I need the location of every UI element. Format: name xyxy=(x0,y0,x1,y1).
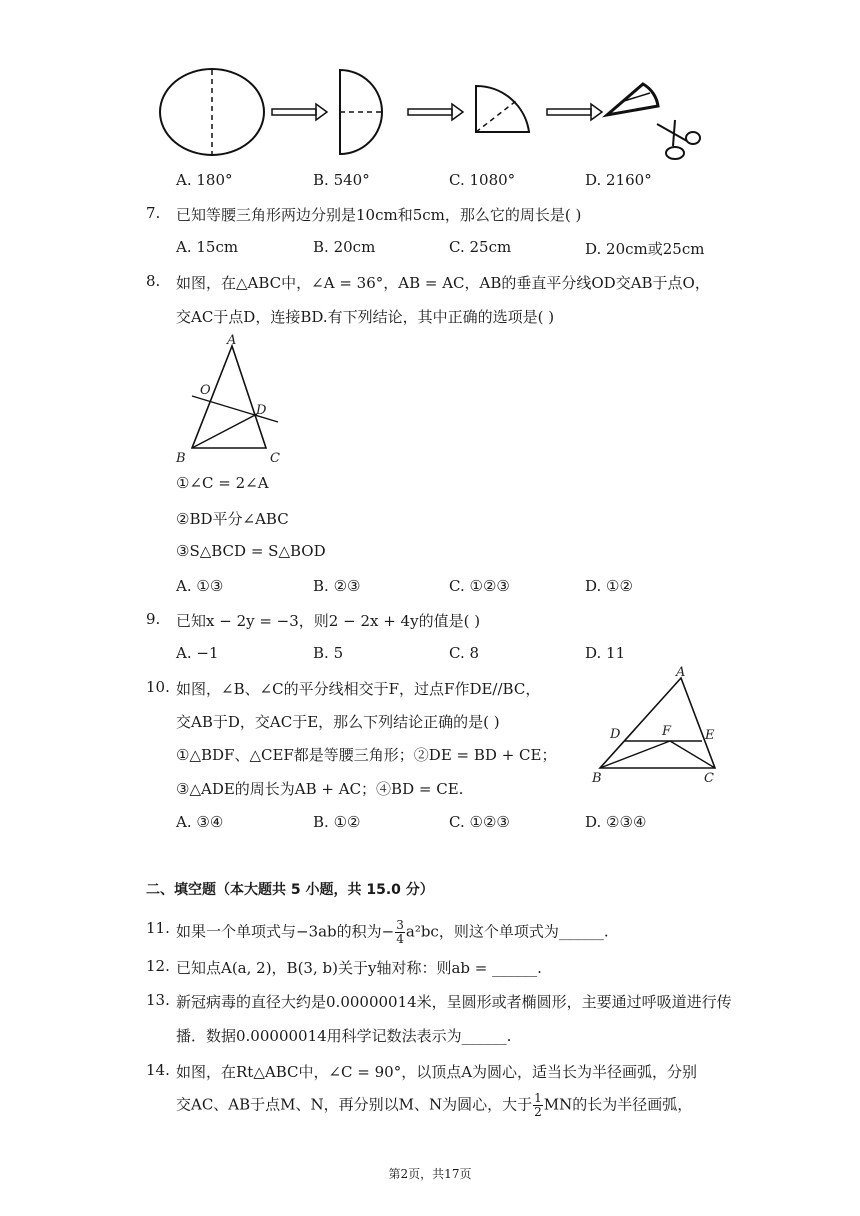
option-c[interactable]: C. ①②③ xyxy=(449,577,510,595)
option-b[interactable]: B. 540° xyxy=(313,171,370,189)
question-text: 已知点A(a, 2)，B(3, b)关于y轴对称：则ab = ______. xyxy=(176,959,542,977)
option-b[interactable]: B. ②③ xyxy=(313,577,361,595)
option-c[interactable]: C. 8 xyxy=(449,644,480,662)
label-b: B xyxy=(592,771,602,786)
question-number: 8. xyxy=(146,272,161,290)
question-text-line-2: 交AB于D，交AC于E，那么下列结论正确的是( ) xyxy=(176,713,500,731)
arrow-right-icon xyxy=(547,104,602,120)
question-number: 11. xyxy=(146,919,170,937)
statement-2: ②BD平分∠ABC xyxy=(176,510,289,528)
option-c[interactable]: C. 1080° xyxy=(449,171,516,189)
question-text: 如果一个单项式与−3ab的积为− $\frac{3}{4}$ a²bc，则这个单项式为______. xyxy=(176,918,609,946)
question-number: 7. xyxy=(146,204,161,222)
arrow-right-icon xyxy=(408,104,463,120)
label-a: A xyxy=(676,665,686,680)
option-a[interactable]: A. ①③ xyxy=(176,577,224,595)
triangle-bisector-figure xyxy=(588,664,728,788)
option-a[interactable]: A. ③④ xyxy=(176,813,224,831)
question-text-line-1: 如图，在Rt△ABC中，∠C = 90°，以顶点A为圆心，适当长为半径画弧，分别 xyxy=(176,1063,698,1081)
scissors-icon xyxy=(657,120,700,159)
option-a[interactable]: A. 15cm xyxy=(176,238,239,256)
label-e: E xyxy=(705,728,715,743)
question-number: 10. xyxy=(146,678,170,696)
option-a[interactable]: A. −1 xyxy=(176,644,219,662)
question-number: 13. xyxy=(146,991,170,1009)
question-text-line-2: 播．数据0.00000014用科学记数法表示为______. xyxy=(176,1027,512,1045)
label-b: B xyxy=(176,451,186,466)
label-o: O xyxy=(200,383,211,398)
section-title: 二、填空题（本大题共 5 小题，共 15.0 分） xyxy=(146,882,434,898)
label-c: C xyxy=(704,771,714,786)
triangle-abc-figure xyxy=(170,330,300,470)
fraction-denominator: 4 xyxy=(396,932,404,946)
question-number: 9. xyxy=(146,610,161,628)
page-number: 第2页，共17页 xyxy=(388,1167,472,1181)
question-number: 12. xyxy=(146,957,170,975)
question-text: 已知x − 2y = −3，则2 − 2x + 4y的值是( ) xyxy=(176,612,481,630)
option-c[interactable]: C. 25cm xyxy=(449,238,512,256)
option-d[interactable]: D. 11 xyxy=(585,644,626,662)
fraction-denominator: 2 xyxy=(534,1105,542,1119)
option-b[interactable]: B. ①② xyxy=(313,813,361,831)
label-f: F xyxy=(662,724,672,739)
fraction-numerator: 3 xyxy=(396,918,404,932)
sector-shape xyxy=(607,84,658,115)
question-text-line-3: ①△BDF、△CEF都是等腰三角形；②DE = BD + CE； xyxy=(176,746,557,764)
option-d[interactable]: D. 2160° xyxy=(585,171,652,189)
label-c: C xyxy=(270,451,280,466)
statement-1: ①∠C = 2∠A xyxy=(176,474,269,492)
fraction-numerator: 1 xyxy=(534,1091,542,1105)
question-text-line-1: 如图，∠B、∠C的平分线相交于F，过点F作DE//BC， xyxy=(176,680,541,698)
option-b[interactable]: B. 20cm xyxy=(313,238,376,256)
arrow-right-icon xyxy=(272,104,327,120)
option-b[interactable]: B. 5 xyxy=(313,644,344,662)
question-text: 已知等腰三角形两边分别是10cm和5cm，那么它的周长是( ) xyxy=(176,206,582,224)
question-text-line-1: 如图，在△ABC中，∠A = 36°，AB = AC，AB的垂直平分线OD交AB于点O， xyxy=(176,274,710,292)
paper-folding-figure xyxy=(155,66,715,166)
question-number: 14. xyxy=(146,1061,170,1079)
statement-3: ③S△BCD = S△BOD xyxy=(176,542,326,560)
label-d: D xyxy=(256,403,267,418)
label-d: D xyxy=(610,727,621,742)
question-text-line-1: 新冠病毒的直径大约是0.00000014米，呈圆形或者椭圆形，主要通过呼吸道进行传 xyxy=(176,993,732,1011)
option-d[interactable]: D. ①② xyxy=(585,577,633,595)
option-c[interactable]: C. ①②③ xyxy=(449,813,510,831)
label-a: A xyxy=(227,333,237,348)
option-d[interactable]: D. 20cm或25cm xyxy=(585,240,705,258)
option-d[interactable]: D. ②③④ xyxy=(585,813,647,831)
question-text-line-2: 交AC于点D，连接BD.有下列结论，其中正确的选项是( ) xyxy=(176,308,555,326)
question-text-line-4: ③△ADE的周长为AB + AC；④BD = CE. xyxy=(176,780,464,798)
option-a[interactable]: A. 180° xyxy=(176,171,233,189)
question-text-line-2: 交AC、AB于点M、N，再分别以M、N为圆心，大于 $\frac{1}{2}$ MN的长为半径画弧， xyxy=(176,1091,693,1119)
